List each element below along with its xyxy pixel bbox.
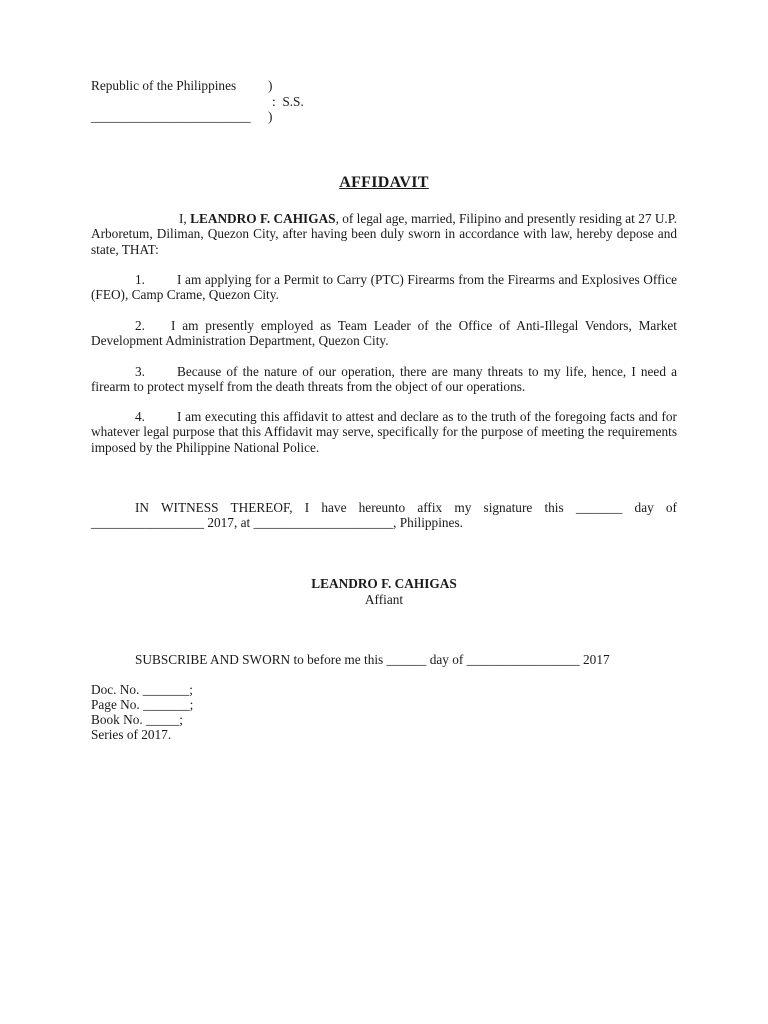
item-2 — [91, 318, 677, 349]
item-1 — [91, 272, 677, 303]
item-3-number: 3. — [135, 364, 145, 379]
venue-blank: ________________________ — [91, 109, 251, 124]
item-4-number: 4. — [135, 409, 145, 424]
item-3 — [91, 364, 677, 395]
item-1-number: 1. — [135, 272, 145, 287]
venue-paren-2: ) — [268, 109, 273, 124]
item-2-text: I am presently employed as Team Leader of the Office of Anti-Illegal Vendors, Market Development Administration Department, Quezon City. — [91, 318, 677, 349]
page-no: Page No. _______; — [91, 697, 194, 712]
subscribe-line: SUBSCRIBE AND SWORN to before me this ______ day of _________________ 2017 — [135, 652, 610, 667]
series: Series of 2017. — [91, 727, 172, 742]
witness-paragraph — [91, 500, 677, 531]
venue-paren-1: ) — [268, 78, 273, 93]
intro-paragraph — [91, 211, 677, 257]
signatory-name: LEANDRO F. CAHIGAS — [311, 576, 457, 591]
venue-ss: : S.S. — [272, 94, 304, 109]
item-2-number: 2. — [135, 318, 145, 333]
venue-republic: Republic of the Philippines — [91, 78, 237, 93]
affiant-name-inline: LEANDRO F. CAHIGAS — [190, 211, 336, 226]
item-4-text: I am executing this affidavit to attest and declare as to the truth of the foregoing facts and for whatever legal purpose that this Affidavit may serve, specifically for the purpose of meeting the requirements imposed by the Philippine National Police. — [91, 409, 677, 455]
intro-prefix: I, — [179, 211, 191, 226]
item-3-text: Because of the nature of our operation, there are many threats to my life, hence, I need a firearm to protect myself from the death threats from the object of our operations. — [91, 364, 677, 395]
doc-no: Doc. No. _______; — [91, 682, 193, 697]
venue-block — [91, 78, 391, 128]
item-4 — [91, 409, 677, 455]
signatory-role: Affiant — [364, 592, 404, 607]
item-1-text: I am applying for a Permit to Carry (PTC) Firearms from the Firearms and Explosives Office (FEO), Camp Crame, Quezon City. — [91, 272, 677, 303]
book-no: Book No. _____; — [91, 712, 183, 727]
intro-text: , of legal age, married, Filipino and presently residing at 27 U.P. Arboretum, Diliman, Quezon City, after having been duly sworn in accordance with law, hereby depose and state, THAT: — [91, 211, 677, 257]
document-title: AFFIDAVIT — [339, 174, 429, 191]
witness-text: IN WITNESS THEREOF, I have hereunto affix my signature this _______ day of _________________ 2017, at _____________________, Philippines. — [91, 500, 677, 531]
